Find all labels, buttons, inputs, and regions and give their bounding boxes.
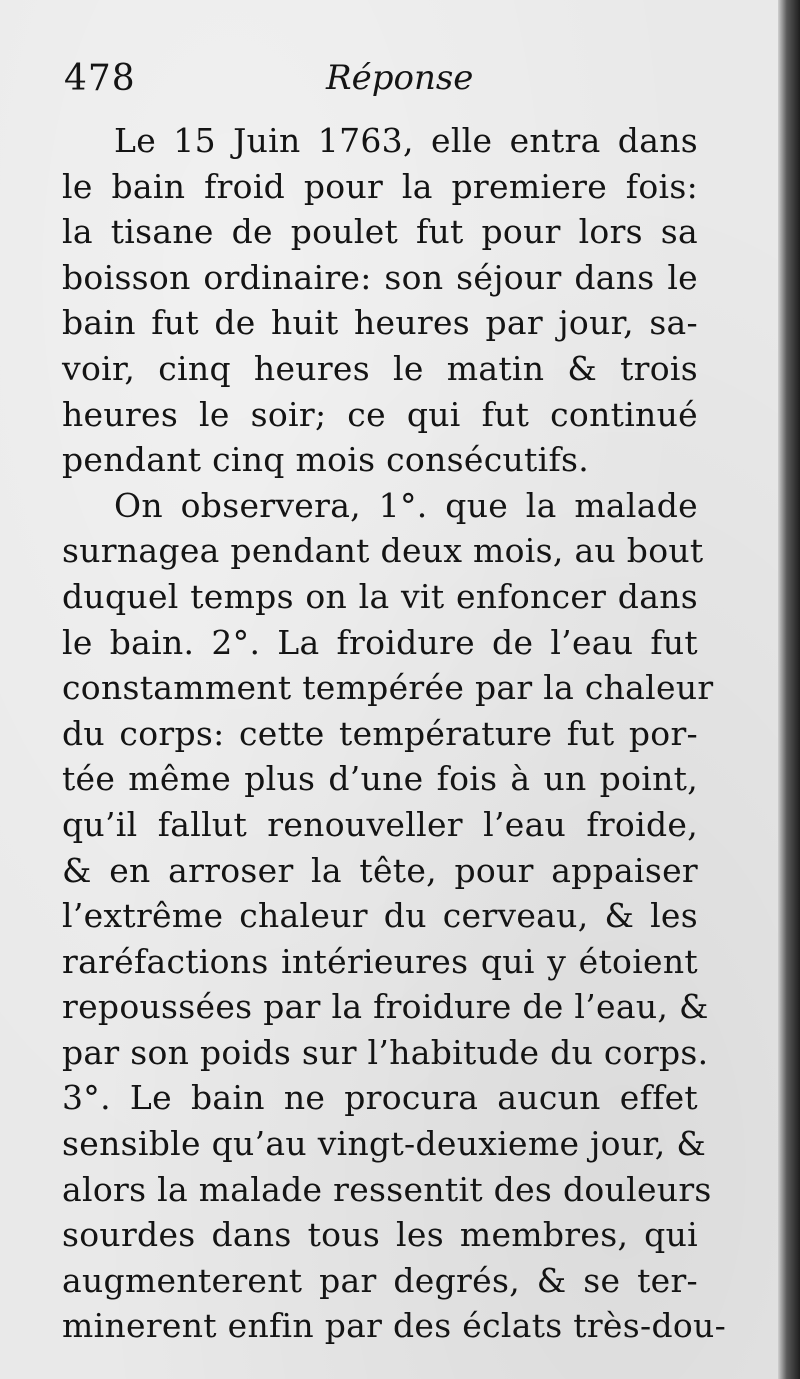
text-line: raréfactions intérieures qui y étoient — [62, 941, 698, 981]
text-line: par son poids sur l’habitude du corps. — [62, 1032, 709, 1072]
running-title: Réponse — [326, 58, 474, 98]
book-gutter — [778, 0, 800, 1379]
text-line: sourdes dans tous les membres, qui — [62, 1215, 698, 1255]
text-line: du corps: cette température fut por- — [62, 713, 698, 753]
text-line: bain fut de huit heures par jour, sa- — [62, 303, 698, 343]
text-line: voir, cinq heures le matin & trois — [62, 348, 698, 388]
text-line: le bain. 2°. La froidure de l’eau fut — [62, 622, 698, 662]
text-line: la tisane de poulet fut pour lors sa — [62, 212, 698, 252]
body-text — [62, 118, 727, 1349]
text-line: le bain froid pour la premiere fois: — [62, 166, 698, 206]
text-line: heures le soir; ce qui fut continué — [62, 394, 698, 434]
text-line: tée même plus d’une fois à un point, — [62, 759, 698, 799]
text-line: & en arroser la tête, pour appaiser — [62, 850, 698, 890]
text-line: sensible qu’au vingt-deuxieme jour, & — [62, 1124, 707, 1164]
text-line: alors la malade ressentit des douleurs — [62, 1169, 712, 1209]
text-line: l’extrême chaleur du cerveau, & les — [62, 896, 698, 936]
text-line: constamment tempérée par la chaleur — [62, 668, 714, 708]
text-line: On observera, 1°. que la malade — [114, 485, 698, 525]
text-line: surnagea pendant deux mois, au bout — [62, 531, 704, 571]
page-header — [64, 58, 704, 108]
text-line: duquel temps on la vit enfoncer dans — [62, 576, 698, 616]
page-number: 478 — [64, 58, 136, 99]
text-line: minerent enfin par des éclats très-dou- — [62, 1306, 727, 1346]
text-line: pendant cinq mois consécutifs. — [62, 440, 590, 480]
text-line: augmenterent par degrés, & se ter- — [62, 1260, 698, 1300]
text-line: boisson ordinaire: son séjour dans le — [62, 257, 698, 297]
text-line: repoussées par la froidure de l’eau, & — [62, 987, 709, 1027]
text-line: Le 15 Juin 1763, elle entra dans — [114, 121, 698, 160]
text-line: qu’il fallut renouveller l’eau froide, — [62, 804, 698, 844]
text-line: 3°. Le bain ne procura aucun effet — [62, 1078, 698, 1118]
